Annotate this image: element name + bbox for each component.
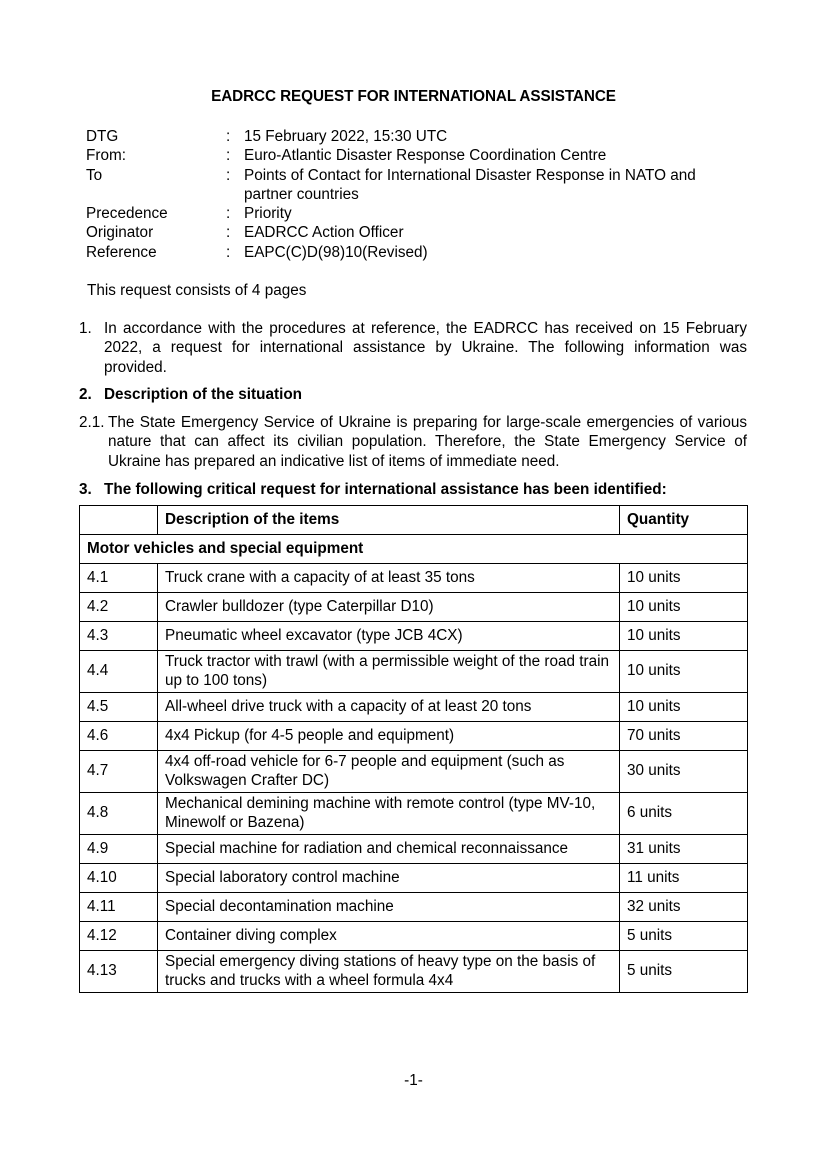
item-quantity: 10 units	[620, 564, 748, 593]
field-label: To	[86, 166, 103, 184]
item-quantity: 10 units	[620, 593, 748, 622]
item-id: 4.11	[80, 893, 158, 922]
table-row	[80, 793, 748, 835]
field-label: Reference	[86, 243, 157, 261]
table-header-row	[80, 506, 748, 535]
item-quantity: 5 units	[620, 922, 748, 951]
header-quantity: Quantity	[620, 506, 748, 535]
item-id: 4.3	[80, 622, 158, 651]
table-row	[80, 693, 748, 722]
paragraph-3-heading	[79, 480, 747, 499]
header-field-to	[86, 166, 766, 205]
item-description: Special emergency diving stations of heavy type on the basis of trucks and trucks with a wheel formula 4x4	[158, 951, 620, 993]
header-field-originator	[86, 223, 766, 242]
item-description: Container diving complex	[158, 922, 620, 951]
table-row	[80, 651, 748, 693]
table-row	[80, 864, 748, 893]
item-description: Pneumatic wheel excavator (type JCB 4CX)	[158, 622, 620, 651]
field-value: EADRCC Action Officer	[244, 224, 404, 242]
item-quantity: 10 units	[620, 622, 748, 651]
field-colon: :	[226, 243, 231, 261]
header-field-dtg	[86, 127, 766, 146]
pages-note: This request consists of 4 pages	[87, 282, 307, 299]
item-description: All-wheel drive truck with a capacity of at least 20 tons	[158, 693, 620, 722]
page-number: -1-	[404, 1072, 423, 1089]
item-id: 4.12	[80, 922, 158, 951]
item-id: 4.8	[80, 793, 158, 835]
item-id: 4.9	[80, 835, 158, 864]
table-row	[80, 893, 748, 922]
document-title: EADRCC REQUEST FOR INTERNATIONAL ASSISTANCE	[211, 88, 616, 105]
field-value: Points of Contact for International Disaster Response in NATO and partner countries	[244, 166, 696, 203]
item-quantity: 30 units	[620, 751, 748, 793]
item-id: 4.6	[80, 722, 158, 751]
table-row	[80, 722, 748, 751]
item-id: 4.4	[80, 651, 158, 693]
item-id: 4.1	[80, 564, 158, 593]
header-field-reference	[86, 243, 766, 262]
item-quantity: 11 units	[620, 864, 748, 893]
table-row	[80, 751, 748, 793]
item-quantity: 31 units	[620, 835, 748, 864]
header-field-precedence	[86, 204, 766, 223]
field-label: From:	[86, 147, 126, 165]
item-id: 4.2	[80, 593, 158, 622]
field-value: Priority	[244, 205, 292, 223]
item-description: Special laboratory control machine	[158, 864, 620, 893]
field-label: Originator	[86, 224, 154, 242]
item-id: 4.5	[80, 693, 158, 722]
field-value: Euro-Atlantic Disaster Response Coordination Centre	[244, 147, 607, 165]
item-description: 4x4 Pickup (for 4-5 people and equipment)	[158, 722, 620, 751]
table-row	[80, 951, 748, 993]
item-id: 4.10	[80, 864, 158, 893]
item-quantity: 70 units	[620, 722, 748, 751]
field-colon: :	[226, 128, 231, 145]
field-colon: :	[226, 205, 231, 223]
item-description: Crawler bulldozer (type Caterpillar D10)	[158, 593, 620, 622]
field-colon: :	[226, 224, 231, 242]
section-title: Motor vehicles and special equipment	[80, 535, 748, 564]
header-field-from	[86, 146, 766, 165]
header-id	[80, 506, 158, 535]
paragraph-text: Description of the situation	[104, 386, 303, 403]
table-row	[80, 564, 748, 593]
field-value: 15 February 2022, 15:30 UTC	[244, 128, 448, 145]
item-description: Truck crane with a capacity of at least 35 tons	[158, 564, 620, 593]
item-id: 4.13	[80, 951, 158, 993]
field-colon: :	[226, 166, 231, 184]
items-table	[79, 505, 748, 993]
header-description: Description of the items	[158, 506, 620, 535]
item-description: Special decontamination machine	[158, 893, 620, 922]
item-quantity: 6 units	[620, 793, 748, 835]
item-id: 4.7	[80, 751, 158, 793]
field-value: EAPC(C)D(98)10(Revised)	[244, 243, 428, 261]
paragraph-2-1	[79, 413, 747, 471]
table-row	[80, 922, 748, 951]
item-description: Mechanical demining machine with remote control (type MV-10, Minewolf or Bazena)	[158, 793, 620, 835]
field-colon: :	[226, 147, 231, 165]
header-fields	[86, 127, 766, 262]
paragraph-text: The State Emergency Service of Ukraine is preparing for large-scale emergencies of various nature that can affect its civilian population. Therefore, the State Emergency Service of Ukraine has prepared an indicative list of items of immediate need.	[108, 414, 747, 470]
item-description: 4x4 off-road vehicle for 6-7 people and equipment (such as Volkswagen Crafter DC)	[158, 751, 620, 793]
item-quantity: 5 units	[620, 951, 748, 993]
item-quantity: 10 units	[620, 651, 748, 693]
paragraph-1	[79, 319, 747, 377]
table-section-row	[80, 535, 748, 564]
item-quantity: 32 units	[620, 893, 748, 922]
item-description: Truck tractor with trawl (with a permissible weight of the road train up to 100 tons)	[158, 651, 620, 693]
item-description: Special machine for radiation and chemical reconnaissance	[158, 835, 620, 864]
table-row	[80, 835, 748, 864]
item-quantity: 10 units	[620, 693, 748, 722]
table-row	[80, 593, 748, 622]
paragraph-text: In accordance with the procedures at reference, the EADRCC has received on 15 February 2022, a request for international assistance by Ukraine. The following information was provided.	[104, 320, 747, 376]
paragraph-number: 2.1.	[79, 414, 105, 431]
paragraph-text: The following critical request for international assistance has been identified:	[104, 481, 667, 498]
table-row	[80, 622, 748, 651]
paragraph-2-heading	[79, 385, 747, 404]
field-label: Precedence	[86, 205, 168, 223]
paragraph-number: 1.	[79, 320, 92, 337]
paragraph-number: 3.	[79, 481, 92, 498]
paragraph-number: 2.	[79, 386, 92, 403]
field-label: DTG	[86, 128, 119, 145]
